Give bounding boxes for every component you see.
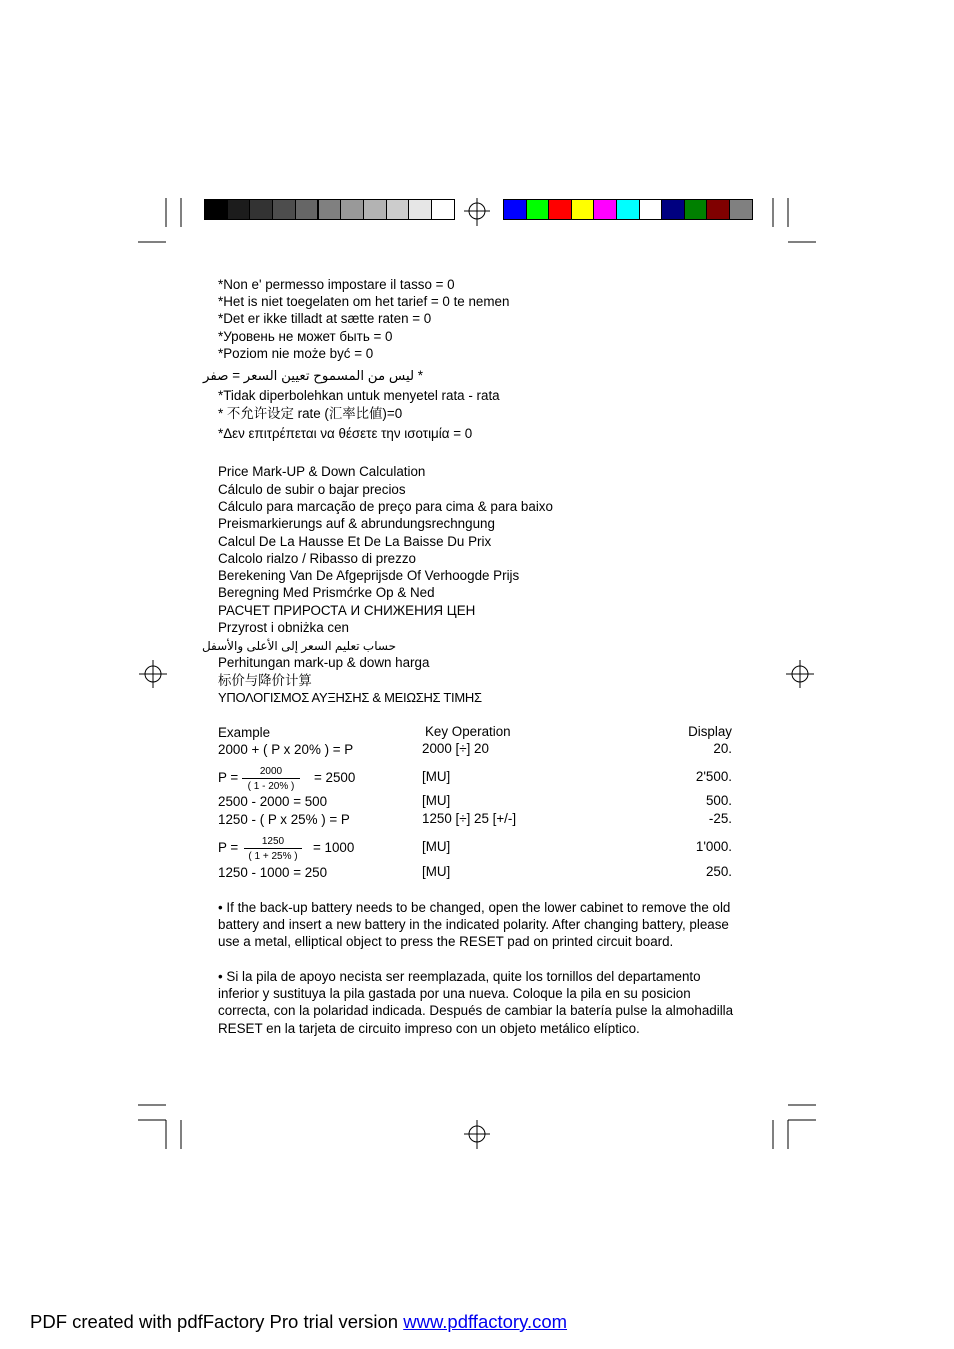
- battery-note-en: • If the back-up battery needs to be changed, open the lower cabinet to remove the old battery and insert a new battery in the indicated polarity. After changing battery, please use a metal, elliptical object to press the RESET pad on printed circuit board.: [218, 900, 731, 950]
- color-swatch: [661, 199, 685, 220]
- color-swatch: [639, 199, 663, 220]
- color-swatch: [386, 199, 410, 220]
- row-1-example: 2000 + ( P x 20% ) = P: [218, 742, 354, 757]
- pdf-footer: [30, 1311, 567, 1333]
- title-ar: حساب تعليم السعر إلى الأعلى والأسفل: [201, 639, 396, 653]
- color-swatch: [684, 199, 708, 220]
- title-ru: РАСЧЕТ ПРИРОСТА И СНИЖЕНИЯ ЦЕН: [218, 603, 476, 618]
- warning-id: *Tidak diperbolehkan untuk menyetel rata - rata: [218, 388, 500, 403]
- registration-mark-right: [786, 660, 814, 688]
- header-example: Example: [218, 725, 271, 740]
- row-5-prefix: P =: [218, 840, 239, 855]
- row-2-key: [MU]: [422, 769, 451, 784]
- row-2-numerator: 2000: [242, 766, 300, 779]
- title-pl: Przyrost i obniżka cen: [218, 620, 349, 635]
- color-swatch: [729, 199, 753, 220]
- warning-it: *Non e' permesso impostare il tasso = 0: [218, 277, 455, 292]
- row-5-numerator: 1250: [244, 836, 302, 849]
- color-swatch: [249, 199, 273, 220]
- registration-mark-bottom: [464, 1120, 490, 1149]
- row-5-suffix: = 1000: [313, 840, 355, 855]
- title-de: Preismarkierungs auf & abrundungsrechngung: [218, 516, 495, 531]
- color-swatch: [616, 199, 640, 220]
- row-1-display: 20.: [713, 741, 732, 756]
- title-pt: Cálculo para marcação de preço para cima & para baixo: [218, 499, 553, 514]
- row-6-display: 250.: [705, 864, 732, 879]
- color-swatch: [593, 199, 617, 220]
- warning-ru: *Уровень не может быть = 0: [218, 329, 393, 344]
- warning-el: *Δεν επιτρέπεται να θέσετε την ισοτιμία = 0: [218, 426, 473, 441]
- warning-pl: *Poziom nie może być = 0: [218, 346, 374, 361]
- warning-nl: *Het is niet toegelaten om het tarief = 0 te nemen: [218, 294, 510, 309]
- footer-link[interactable]: www.pdffactory.com: [403, 1311, 568, 1332]
- color-swatch: [706, 199, 730, 220]
- row-4-key: 1250 [÷] 25 [+/-]: [422, 811, 517, 826]
- color-swatch: [363, 199, 387, 220]
- title-el: ΥΠΟΛΟΓΙΣΜΟΣ ΑΥΞΗΣΗΣ & ΜΕΙΩΣΗΣ ΤΙΜΗΣ: [218, 690, 482, 705]
- row-2-suffix: = 2500: [314, 770, 356, 785]
- color-swatch: [227, 199, 251, 220]
- title-fr: Calcul De La Hausse Et De La Baisse Du Prix: [218, 534, 492, 549]
- warning-da: *Det er ikke tilladt at sætte raten = 0: [218, 311, 432, 326]
- title-da: Beregning Med Prismćrke Op & Ned: [218, 585, 435, 600]
- warning-zh: * 不允许设定 rate (汇率比値)=0: [218, 406, 403, 421]
- color-swatch: [431, 199, 455, 220]
- title-it: Calcolo rialzo / Ribasso di prezzo: [218, 551, 416, 566]
- row-5-display: 1'000.: [695, 839, 732, 854]
- row-4-display: -25.: [708, 811, 732, 826]
- color-swatch: [526, 199, 550, 220]
- title-zh: 标价与降价计算: [218, 673, 312, 688]
- row-6-example: 1250 - 1000 = 250: [218, 865, 328, 880]
- row-1-key: 2000 [÷] 20: [422, 741, 489, 756]
- row-2-prefix: P =: [218, 770, 239, 785]
- row-3-display: 500.: [705, 793, 732, 808]
- row-2-denominator: ( 1 - 20% ): [247, 781, 295, 792]
- row-3-key: [MU]: [422, 793, 451, 808]
- header-key-operation: Key Operation: [425, 724, 511, 739]
- row-2-display: 2'500.: [695, 769, 732, 784]
- title-es: Cálculo de subir o bajar precios: [218, 482, 406, 497]
- footer-text: PDF created with pdfFactory Pro trial version: [30, 1311, 404, 1332]
- color-swatch: [503, 199, 527, 220]
- row-6-key: [MU]: [422, 864, 451, 879]
- header-display: Display: [688, 724, 732, 739]
- registration-mark-top: [464, 198, 490, 226]
- color-swatch: [272, 199, 296, 220]
- title-id: Perhitungan mark-up & down harga: [218, 655, 430, 670]
- row-3-example: 2500 - 2000 = 500: [218, 794, 328, 809]
- row-4-example: 1250 - ( P x 25% ) = P: [218, 812, 350, 827]
- battery-note-es: • Si la pila de apoyo necista ser reemplazada, quite los tornillos del departamento inferior y sustituya la pila gastada por una nueva. Coloque la pila en su posicion correcta, con la polaridad indicada. Después de cambiar la batería pulse la almohadilla RESET en la tarjeta de circuito impreso con un objeto metálico elíptico.: [218, 969, 734, 1036]
- color-swatch: [318, 199, 342, 220]
- row-5-denominator: ( 1 + 25% ): [248, 851, 298, 862]
- title-en: Price Mark-UP & Down Calculation: [218, 464, 426, 479]
- color-swatch: [548, 199, 572, 220]
- warning-ar: * ليس من المسموح تعيين السعر = صفر: [202, 368, 423, 383]
- color-swatch: [204, 199, 228, 220]
- color-swatch: [571, 199, 595, 220]
- title-nl: Berekening Van De Afgeprijsde Of Verhoogde Prijs: [218, 568, 520, 583]
- color-swatch: [408, 199, 432, 220]
- color-swatch: [340, 199, 364, 220]
- row-5-key: [MU]: [422, 839, 451, 854]
- registration-mark-left: [139, 660, 167, 688]
- color-swatch: [295, 199, 319, 220]
